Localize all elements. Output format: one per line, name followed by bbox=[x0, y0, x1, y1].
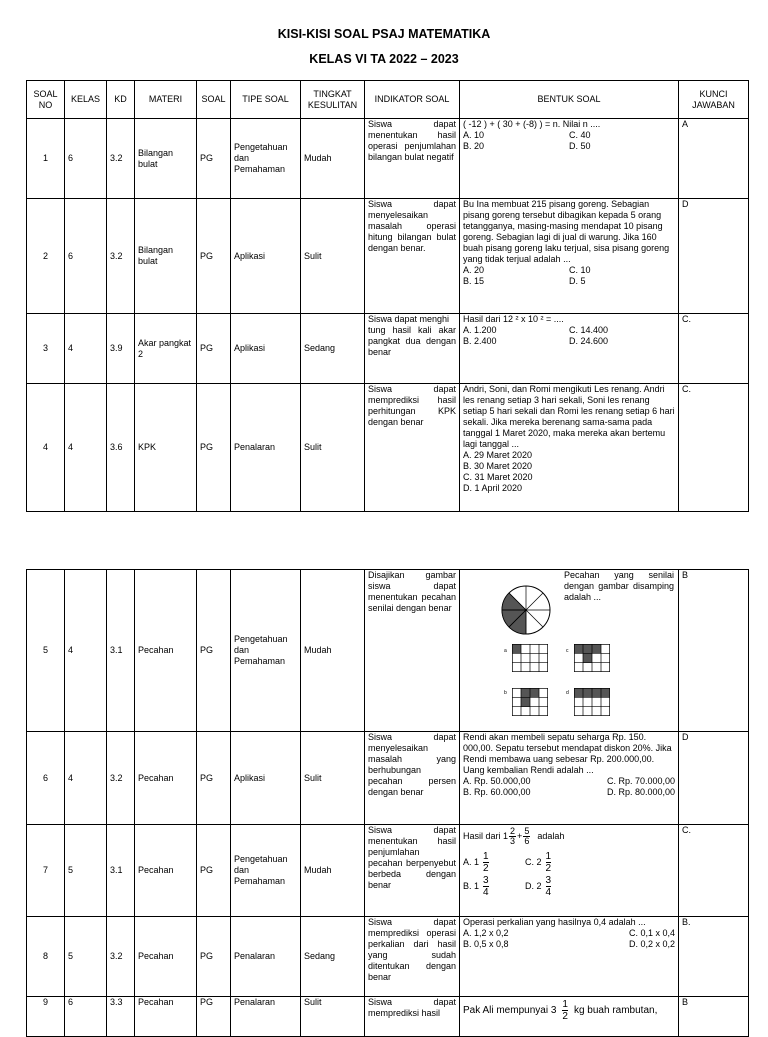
question-text bbox=[463, 825, 675, 847]
tipe-soal: Pengetahuan dan Pemahaman bbox=[231, 570, 301, 732]
fraction-denominator: 4 bbox=[545, 886, 552, 898]
soal-no: 2 bbox=[27, 199, 65, 314]
kd: 3.3 bbox=[107, 997, 135, 1037]
materi: Pecahan bbox=[135, 997, 197, 1037]
option-d bbox=[525, 875, 587, 898]
kd: 3.2 bbox=[107, 199, 135, 314]
fraction-numerator: 1 bbox=[562, 999, 568, 1010]
kunci-jawaban: A bbox=[679, 119, 749, 199]
option-d: D. 5 bbox=[569, 276, 586, 286]
kelas: 4 bbox=[65, 314, 107, 384]
header-kd: KD bbox=[107, 81, 135, 119]
document-title-line2: KELAS VI TA 2022 – 2023 bbox=[309, 52, 459, 66]
option-b: B. 30 Maret 2020 bbox=[463, 461, 533, 471]
fraction-denominator: 2 bbox=[483, 862, 489, 874]
question-text: Andri, Soni, dan Romi mengikuti Les renang. Andri les renang setiap 3 hari sekali, Soni les renang setiap 5 hari sekali dan Romi les renang setiap 6 hari sekali. Jika mereka berenang sama-sama pada tanggal 1 Maret 2020, maka mereka akan bertemu lagi tanggal ... bbox=[463, 384, 675, 449]
soal-no: 9 bbox=[27, 997, 65, 1037]
option-a bbox=[463, 851, 525, 874]
soal-no: 4 bbox=[27, 384, 65, 512]
header-kelas: KELAS bbox=[65, 81, 107, 119]
option-label: D. 2 bbox=[525, 880, 542, 891]
soal-type: PG bbox=[197, 825, 231, 917]
question-text: Rendi akan membeli sepatu seharga Rp. 150. 000,00. Sepatu tersebut mendapat diskon 20%. Jika Rendi membawa uang sebesar Rp. 200.000,00. Uang kembalian Rendi adalah ... bbox=[463, 732, 672, 775]
question-text: Hasil dari 12 ² x 10 ² = .... bbox=[463, 314, 564, 324]
kisi-kisi-table-1 bbox=[26, 80, 749, 512]
grid-option-b-figure bbox=[512, 688, 548, 716]
tipe-soal: Pengetahuan dan Pemahaman bbox=[231, 825, 301, 917]
question-prefix: Pak Ali mempunyai 3 bbox=[463, 1005, 557, 1016]
soal-type: PG bbox=[197, 997, 231, 1037]
fraction-1 bbox=[509, 827, 516, 846]
indikator: Siswa dapat memprediksi hasil bbox=[365, 997, 460, 1037]
table-row bbox=[27, 570, 749, 732]
indikator: Siswa dapat menyelesaikan masalah operasi hitung bilangan bulat dengan benar. bbox=[365, 199, 460, 314]
fraction-2 bbox=[523, 827, 530, 846]
tipe-soal: Aplikasi bbox=[231, 199, 301, 314]
grid-option-d-figure bbox=[574, 688, 610, 716]
option-d: D. 50 bbox=[569, 141, 591, 151]
soal-no: 3 bbox=[27, 314, 65, 384]
option-a: A. 20 bbox=[463, 265, 485, 275]
bentuk-soal bbox=[460, 384, 679, 512]
table-row bbox=[27, 997, 749, 1037]
kelas: 6 bbox=[65, 119, 107, 199]
plus-sign: + bbox=[517, 830, 523, 841]
indikator: Siswa dapat memprediksi operasi perkalian dari hasil yang sudah ditentukan dengan benar bbox=[365, 917, 460, 997]
soal-type: PG bbox=[197, 917, 231, 997]
kelas: 4 bbox=[65, 384, 107, 512]
option-label: B. 1 bbox=[463, 880, 480, 891]
option-c: C. 10 bbox=[569, 265, 591, 275]
bentuk-soal bbox=[460, 314, 679, 384]
tingkat-kesulitan: Sulit bbox=[301, 199, 365, 314]
materi: Akar pangkat 2 bbox=[135, 314, 197, 384]
kunci-jawaban: D bbox=[679, 732, 749, 825]
header-kunci-jawaban: KUNCI JAWABAN bbox=[679, 81, 749, 119]
indikator: Siswa dapat menyelesaikan masalah yang berhubungan pecahan persen dengan benar bbox=[365, 732, 460, 825]
kelas: 6 bbox=[65, 199, 107, 314]
fraction-denominator: 2 bbox=[562, 1011, 568, 1022]
kd: 3.6 bbox=[107, 384, 135, 512]
option-d: D. Rp. 80.000,00 bbox=[606, 787, 675, 797]
kd: 3.2 bbox=[107, 732, 135, 825]
option-b-label: b bbox=[504, 690, 507, 696]
fraction-numerator: 5 bbox=[524, 825, 530, 836]
option-b: B. 0,5 x 0,8 bbox=[463, 939, 509, 949]
kd: 3.1 bbox=[107, 825, 135, 917]
soal-type: PG bbox=[197, 314, 231, 384]
tipe-soal: Pengetahuan dan Pemahaman bbox=[231, 119, 301, 199]
indikator bbox=[365, 314, 460, 384]
tingkat-kesulitan: Sedang bbox=[301, 917, 365, 997]
bentuk-soal bbox=[460, 570, 679, 732]
table-row bbox=[27, 825, 749, 917]
kd: 3.9 bbox=[107, 314, 135, 384]
tingkat-kesulitan: Sulit bbox=[301, 384, 365, 512]
option-b: B. 15 bbox=[463, 276, 485, 286]
fraction-denominator: 3 bbox=[510, 835, 516, 846]
tingkat-kesulitan: Mudah bbox=[301, 825, 365, 917]
option-c: C. 0,1 x 0,4 bbox=[628, 928, 675, 938]
materi: Pecahan bbox=[135, 570, 197, 732]
grid-option-a-figure bbox=[512, 644, 548, 672]
soal-no: 5 bbox=[27, 570, 65, 732]
soal-no: 7 bbox=[27, 825, 65, 917]
option-c: C. 31 Maret 2020 bbox=[463, 472, 533, 482]
tingkat-kesulitan: Sulit bbox=[301, 997, 365, 1037]
bentuk-soal bbox=[460, 997, 679, 1037]
header-tipe-soal: TIPE SOAL bbox=[231, 81, 301, 119]
kelas: 6 bbox=[65, 997, 107, 1037]
fraction bbox=[562, 999, 568, 1022]
option-c bbox=[525, 851, 587, 874]
materi: Bilangan bulat bbox=[135, 119, 197, 199]
materi: Pecahan bbox=[135, 732, 197, 825]
option-label: A. 1 bbox=[463, 856, 480, 867]
materi: Bilangan bulat bbox=[135, 199, 197, 314]
kunci-jawaban: C. bbox=[679, 825, 749, 917]
kelas: 4 bbox=[65, 570, 107, 732]
soal-no: 6 bbox=[27, 732, 65, 825]
option-b: B. 20 bbox=[463, 141, 485, 151]
header-indikator-soal: INDIKATOR SOAL bbox=[365, 81, 460, 119]
tingkat-kesulitan: Mudah bbox=[301, 119, 365, 199]
kunci-jawaban: C. bbox=[679, 314, 749, 384]
option-a: A. 1.200 bbox=[463, 325, 497, 335]
indikator: Siswa dapat menentukan hasil penjumlahan pecahan berpenyebut berbeda dengan benar bbox=[365, 825, 460, 917]
option-c: C. 14.400 bbox=[569, 325, 609, 335]
soal-no: 1 bbox=[27, 119, 65, 199]
option-c: C. 40 bbox=[569, 130, 591, 140]
soal-no: 8 bbox=[27, 917, 65, 997]
kunci-jawaban: B bbox=[679, 570, 749, 732]
option-label: C. 2 bbox=[525, 856, 542, 867]
header-tingkat-kesulitan: TINGKAT KESULITAN bbox=[301, 81, 365, 119]
option-a: A. Rp. 50.000,00 bbox=[463, 776, 531, 786]
kunci-jawaban: D bbox=[679, 199, 749, 314]
kd: 3.1 bbox=[107, 570, 135, 732]
grid-option-c-figure bbox=[574, 644, 610, 672]
question-suffix: adalah bbox=[537, 830, 565, 841]
indikator-line-2: tung hasil kali akar pangkat dua dengan benar bbox=[368, 325, 456, 357]
option-a: A. 10 bbox=[463, 130, 485, 140]
option-a: A. 29 Maret 2020 bbox=[463, 450, 533, 460]
kelas: 5 bbox=[65, 917, 107, 997]
option-d: D. 24.600 bbox=[569, 336, 609, 346]
table-row bbox=[27, 917, 749, 997]
materi: Pecahan bbox=[135, 825, 197, 917]
option-b: B. 2.400 bbox=[463, 336, 497, 346]
bentuk-soal bbox=[460, 825, 679, 917]
kunci-jawaban: B bbox=[679, 997, 749, 1037]
kunci-jawaban: B. bbox=[679, 917, 749, 997]
table-row bbox=[27, 732, 749, 825]
bentuk-soal bbox=[460, 119, 679, 199]
question-text: Bu Ina membuat 215 pisang goreng. Sebagian pisang goreng tersebut dibagikan kepada 5 orang tetangganya, masing-masing mendapat 10 pisang goreng. Sebagian lagi di jual di warung. Jika 160 buah pisang goreng laku terjual, sisa pisang goreng yang tidak terjual adalah ... bbox=[463, 199, 670, 264]
header-soal: SOAL bbox=[197, 81, 231, 119]
soal-type: PG bbox=[197, 384, 231, 512]
soal-type: PG bbox=[197, 199, 231, 314]
fraction-denominator: 4 bbox=[483, 886, 489, 898]
option-d: D. 0,2 x 0,2 bbox=[628, 939, 675, 949]
tipe-soal: Penalaran bbox=[231, 384, 301, 512]
fraction-numerator: 3 bbox=[483, 874, 489, 886]
option-c-label: c bbox=[566, 648, 569, 654]
table-row bbox=[27, 119, 749, 199]
question-text: ( -12 ) + ( 30 + (-8) ) = n. Nilai n .... bbox=[463, 119, 601, 129]
tipe-soal: Penalaran bbox=[231, 917, 301, 997]
indikator-line-1: Siswa dapat menghi bbox=[368, 314, 450, 324]
indikator: Siswa dapat menentukan hasil operasi penjumlahan bilangan bulat negatif bbox=[365, 119, 460, 199]
table-header-row bbox=[27, 81, 749, 119]
fraction-numerator: 1 bbox=[545, 850, 552, 862]
tingkat-kesulitan: Mudah bbox=[301, 570, 365, 732]
table-row bbox=[27, 199, 749, 314]
tingkat-kesulitan: Sulit bbox=[301, 732, 365, 825]
soal-type: PG bbox=[197, 732, 231, 825]
header-bentuk-soal: BENTUK SOAL bbox=[460, 81, 679, 119]
kelas: 4 bbox=[65, 732, 107, 825]
kd: 3.2 bbox=[107, 119, 135, 199]
bentuk-soal bbox=[460, 199, 679, 314]
materi: Pecahan bbox=[135, 917, 197, 997]
tingkat-kesulitan: Sedang bbox=[301, 314, 365, 384]
question-suffix: kg buah rambutan, bbox=[573, 1005, 658, 1016]
table-row bbox=[27, 314, 749, 384]
option-a: A. 1,2 x 0,2 bbox=[463, 928, 509, 938]
kelas: 5 bbox=[65, 825, 107, 917]
kunci-jawaban: C. bbox=[679, 384, 749, 512]
tipe-soal: Aplikasi bbox=[231, 314, 301, 384]
materi: KPK bbox=[135, 384, 197, 512]
option-d: D. 1 April 2020 bbox=[463, 483, 523, 493]
question-text: Operasi perkalian yang hasilnya 0,4 adalah ... bbox=[463, 917, 646, 927]
fraction-numerator: 2 bbox=[510, 825, 516, 836]
indikator: Disajikan gambar siswa dapat menentukan pecahan senilai dengan benar bbox=[365, 570, 460, 732]
tipe-soal: Penalaran bbox=[231, 997, 301, 1037]
kisi-kisi-table-2 bbox=[26, 569, 749, 1037]
fraction-denominator: 6 bbox=[524, 835, 530, 846]
bentuk-soal bbox=[460, 917, 679, 997]
bentuk-soal bbox=[460, 732, 679, 825]
option-b: B. Rp. 60.000,00 bbox=[463, 787, 531, 797]
tipe-soal: Aplikasi bbox=[231, 732, 301, 825]
header-materi: MATERI bbox=[135, 81, 197, 119]
indikator: Siswa dapat memprediksi hasil perhitungan KPK dengan benar bbox=[365, 384, 460, 512]
table-row bbox=[27, 384, 749, 512]
option-b bbox=[463, 875, 525, 898]
question-text bbox=[463, 999, 675, 1022]
fraction-numerator: 3 bbox=[545, 874, 552, 886]
document-title-line1: KISI-KISI SOAL PSAJ MATEMATIKA bbox=[277, 27, 491, 41]
soal-type: PG bbox=[197, 119, 231, 199]
question-prefix: Hasil dari 1 bbox=[463, 830, 509, 841]
option-a-label: a bbox=[504, 648, 507, 654]
fraction-numerator: 1 bbox=[483, 850, 489, 862]
option-c: C. Rp. 70.000,00 bbox=[606, 776, 675, 786]
option-d-label: d bbox=[566, 690, 569, 696]
question-text: Pecahan yang senilai dengan gambar disamping adalah ... bbox=[564, 570, 674, 602]
fraction-denominator: 2 bbox=[545, 862, 552, 874]
pie-fraction-figure bbox=[500, 584, 552, 636]
soal-type: PG bbox=[197, 570, 231, 732]
header-soal-no: SOAL NO bbox=[27, 81, 65, 119]
kd: 3.2 bbox=[107, 917, 135, 997]
